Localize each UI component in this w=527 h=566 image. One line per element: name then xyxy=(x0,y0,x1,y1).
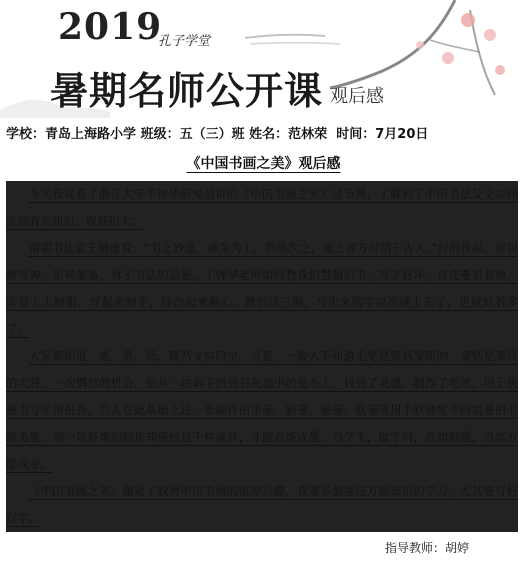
paragraph-text: 大家都知道，笔、墨、纸、砚乃文房四宝。可是，一般人不知道毛笔是蒙恬发明的，蒙恬是秦代的大将，一次偶然的机会，他从一块剥下扔到石灰池中的兔毛上，找到了灵感，制作了毛笔，用于快速书写军情报告。后人在此基础上进一步制作出羊毫、狼毫，硬毫、软毫等用于软硬度不同需要的书画毛笔。而一块好墨的制作却要经过千杵成祥，才能百炼成墨。当学生，做学问，亦如制墨，百炼方能成金。 xyxy=(6,349,518,471)
time-value: 7月20日 xyxy=(375,127,429,142)
essay-title xyxy=(0,153,527,173)
school-value: 青岛上海路小学 xyxy=(45,127,137,142)
paragraph-text: 《中国书画之美》激发了我对中国书画的浓厚兴趣，我要多加强这方面知识的学习，尤其要写好汉字。 xyxy=(6,484,518,525)
teacher-signature xyxy=(385,539,469,556)
header-banner xyxy=(0,0,527,118)
brand-calligraphy: 孔子学堂 xyxy=(158,34,211,49)
student-info-line xyxy=(6,123,521,142)
class-label: 班级： xyxy=(140,127,180,142)
paragraph xyxy=(6,235,518,343)
paragraph-text: 南朝书法家王僧虔说：“书之妙道，神采为上，形质次之，兼之者方可绍于古人。”好的作品，应以形写神，形神兼备。对于书法的品鉴，干钟华老师如何教我们慧眼识书。写字好坏，首先要看着顺，即看上去顺眼，写起来顺手，综合起来顺心。做到这三顺，写出来的字层次就上去了，也就好看多了。 xyxy=(6,241,518,336)
school-label: 学校： xyxy=(6,127,46,142)
class-value: 五（三）班 xyxy=(179,127,245,142)
time-label: 时间： xyxy=(336,127,376,142)
paragraph xyxy=(6,343,518,478)
paragraph xyxy=(6,181,518,235)
name-value: 范林荣 xyxy=(288,127,328,142)
paragraph xyxy=(6,478,518,532)
main-title: 暑期名师公开课 xyxy=(50,68,324,113)
essay-body xyxy=(6,181,518,532)
name-label: 姓名： xyxy=(249,127,289,142)
teacher-name: 胡婷 xyxy=(445,541,470,555)
paragraph-text: 今天我观看了浙江大学干钟华研究员讲的《中国书画之美》这节课，了解到了中国书法及文房四宝的有关知识，收获很大。 xyxy=(6,187,518,228)
year-heading: 2019 xyxy=(58,6,163,48)
teacher-label: 指导教师： xyxy=(385,541,446,555)
essay-title-text: 《中国书画之美》观后感 xyxy=(186,156,341,172)
main-subtitle: 观后感 xyxy=(330,86,384,107)
